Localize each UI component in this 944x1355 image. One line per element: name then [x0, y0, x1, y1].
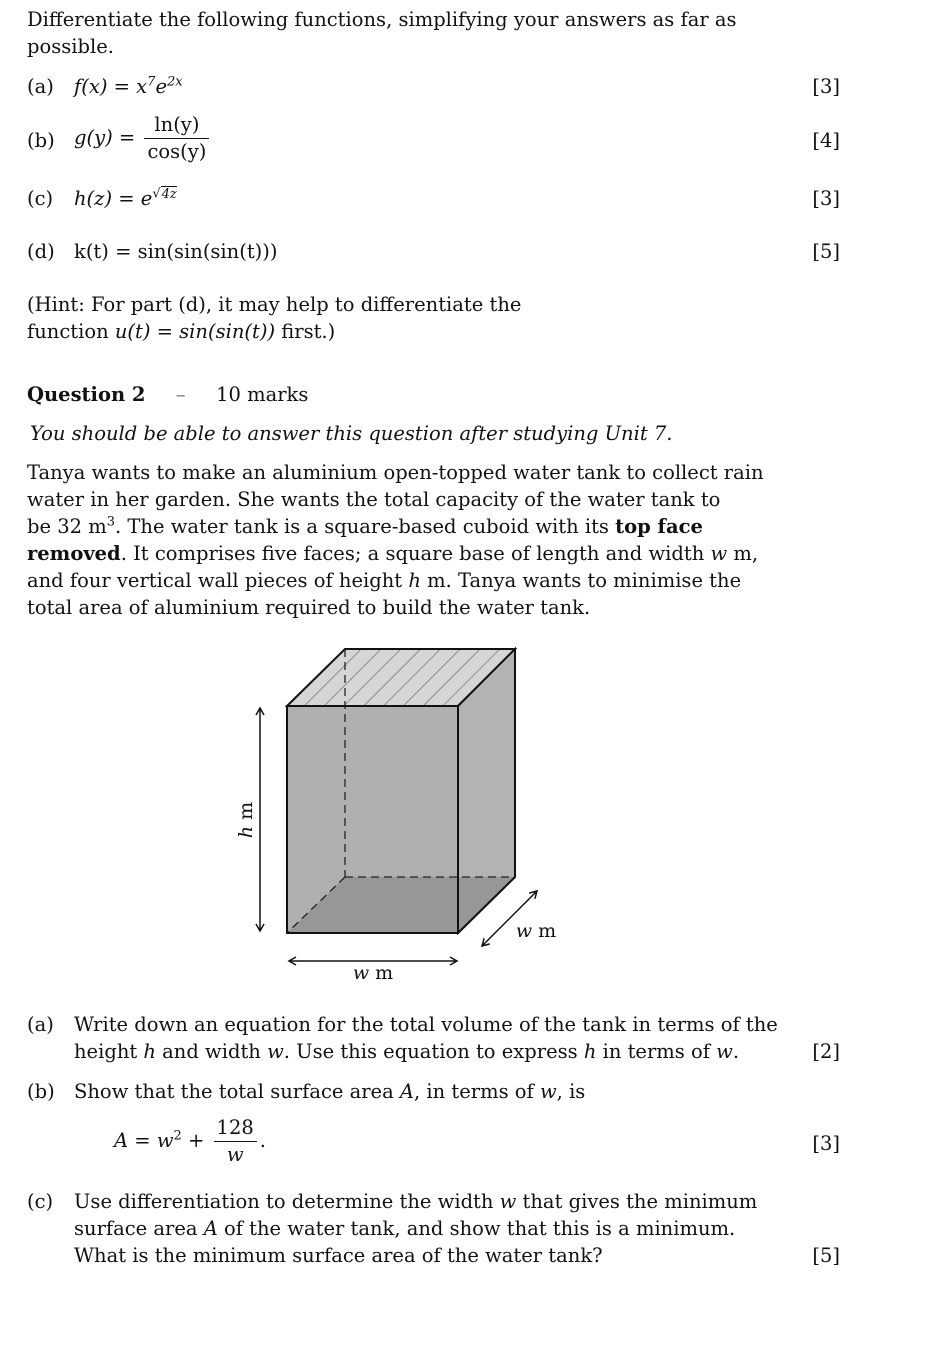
q1-part-b-fraction: $\frac{\ln(y)}{\cos(y)}$ — [144, 112, 209, 165]
q2-part-a-label: (a) — [27, 1013, 54, 1036]
q1-part-c-marks: [3] — [812, 187, 840, 210]
q1-part-d-expression: k(t) = sin(sin(sin(t))) — [74, 240, 278, 263]
q2-part-c-marks: [5] — [812, 1244, 840, 1267]
q1-part-a-marks: [3] — [812, 75, 840, 98]
q2-part-a-text: Write down an equation for the total volume of the tank in terms of the height h and width w. Use this equation to express h in terms of w. — [74, 1013, 778, 1063]
q2-part-b-equation: $A = w^2$ + $\frac{128}{w}$ . — [114, 1116, 266, 1166]
width-label: w m — [352, 962, 394, 984]
q1-intro-line2: possible. — [27, 35, 114, 58]
q2-title: Question 2 — [27, 383, 146, 406]
q2-part-b-fraction: $\frac{128}{w}$ — [214, 1115, 257, 1168]
depth-label: w m — [515, 920, 557, 942]
q1-part-d-label: (d) — [27, 240, 55, 263]
q2-part-c-text: Use differentiation to determine the width w that gives the minimum surface area A of the water tank, and show that this is a minimum. What is the minimum surface area of the water tank? — [74, 1190, 758, 1267]
q2-paragraph: Tanya wants to make an aluminium open-topped water tank to collect rain water in her garden. She wants the total capacity of the water tank to be 32 $m^3$. The water tank is a square-based cuboid with its top face removed. It comprises five faces; a square base of length and width w m, and four vertical wall pieces of height h m. Tanya wants to minimise the total area of aluminium required to build the water tank. — [27, 461, 764, 619]
q2-marks-total: 10 marks — [216, 383, 309, 406]
q1-intro-line1: Differentiate the following functions, simplifying your answers as far as — [27, 8, 737, 31]
q1-part-b-expression: g(y) = $\frac{\ln(y)}{\cos(y)}$ — [74, 112, 212, 165]
q1-part-a-label: (a) — [27, 75, 54, 98]
q1-part-c-label: (c) — [27, 187, 54, 210]
q2-dash: – — [175, 383, 186, 406]
q2-part-a-marks: [2] — [812, 1040, 840, 1063]
q1-part-b-label: (b) — [27, 129, 55, 152]
q1-part-d-marks: [5] — [812, 240, 840, 263]
q2-part-c-label: (c) — [27, 1190, 54, 1213]
q2-part-b-label: (b) — [27, 1080, 55, 1103]
q2-part-b-text: Show that the total surface area A, in terms of w, is — [74, 1080, 586, 1103]
q1-part-b-marks: [4] — [812, 129, 840, 152]
q1-part-a-expression: $f(x) = x^7e^{2x}$ — [74, 74, 183, 98]
q2-study-note: You should be able to answer this question after studying Unit 7. — [30, 422, 673, 445]
height-label: h m — [235, 801, 257, 839]
q1-hint: (Hint: For part (d), it may help to differentiate the function u(t) = sin(sin(t)) first.) — [27, 293, 522, 343]
q2-part-b-marks: [3] — [812, 1132, 840, 1155]
q1-part-c-expression: $h(z) = e^{√4z}$ — [74, 186, 177, 210]
